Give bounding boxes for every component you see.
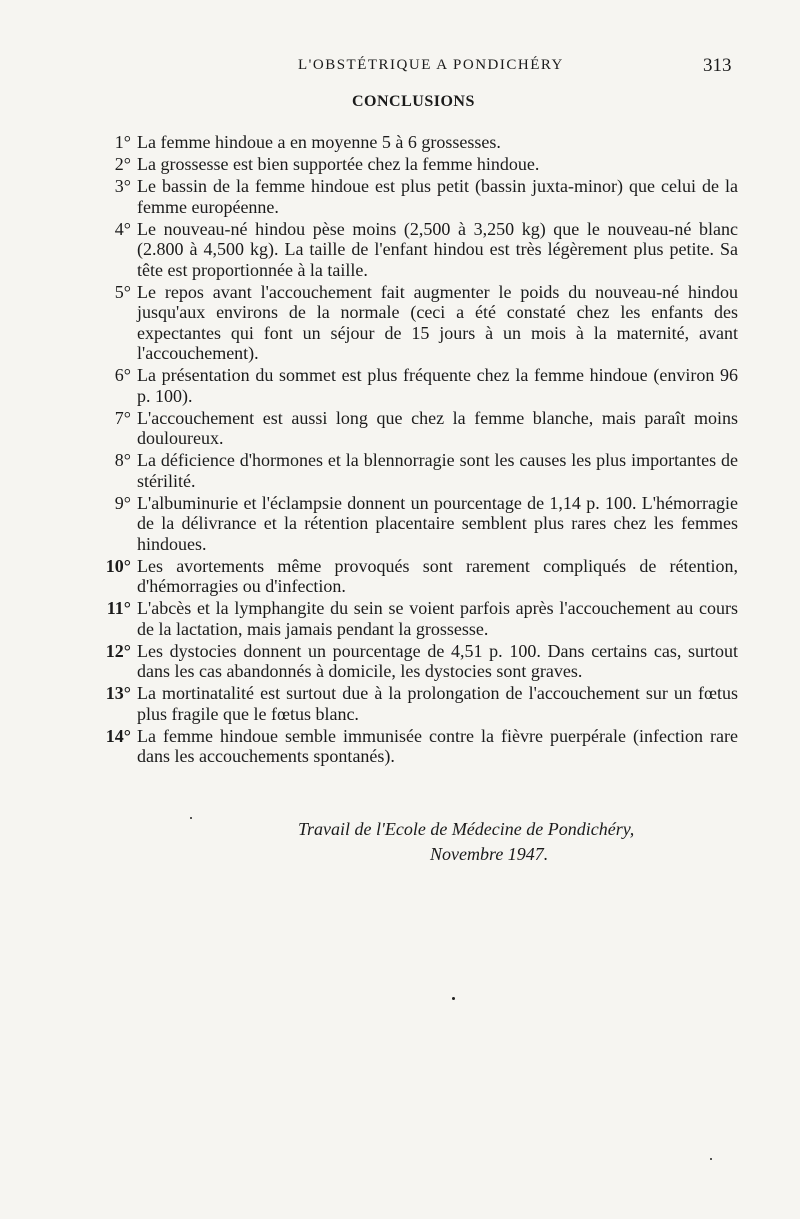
conclusion-item xyxy=(96,598,738,639)
conclusion-item xyxy=(96,556,738,597)
conclusion-text: L'abcès et la lymphangite du sein se voient parfois après l'accouchement au cours de la lactation, mais jamais pendant la grossesse. xyxy=(137,598,738,639)
conclusion-number: 1° xyxy=(114,132,131,152)
conclusion-number: 11° xyxy=(106,598,131,618)
conclusion-number: 6° xyxy=(114,365,131,385)
conclusion-text: L'accouchement est aussi long que chez la femme blanche, mais paraît moins douloureux. xyxy=(137,407,738,448)
conclusion-item xyxy=(96,154,738,175)
conclusion-item xyxy=(96,408,738,449)
conclusion-text: Le bassin de la femme hindoue est plus petit (bassin juxta-minor) que celui de la femme européenne. xyxy=(137,176,738,217)
signature xyxy=(298,817,634,867)
running-head: L'OBSTÉTRIQUE A PONDICHÉRY xyxy=(298,57,564,73)
conclusion-text: La présentation du sommet est plus fréquente chez la femme hindoue (environ 96 p. 100). xyxy=(137,365,738,406)
page-number: 313 xyxy=(703,55,732,76)
conclusion-text: La femme hindoue semble immunisée contre la fièvre puerpérale (infection rare dans les accouchements spontanés). xyxy=(137,725,738,766)
signature-line: Travail de l'Ecole de Médecine de Pondichéry, xyxy=(298,819,635,839)
conclusion-text: Le repos avant l'accouchement fait augmenter le poids du nouveau-né hindou jusqu'aux environs de la normale (ceci a été constaté chez les enfants des expectantes qui font un séjour de 15 jours à un mois à la maternité, avant l'accouchement). xyxy=(137,281,738,363)
conclusion-item xyxy=(96,493,738,555)
conclusion-number: 9° xyxy=(114,492,131,513)
conclusion-text: Le nouveau-né hindou pèse moins (2,500 à 3,250 kg) que le nouveau-né blanc (2.800 à 4,500 kg). La taille de l'enfant hindou est très légèrement plus petite. Sa tête est proportionnée à la taille. xyxy=(137,218,738,280)
conclusion-text: La déficience d'hormones et la blennorragie sont les causes les plus importantes de stérilité. xyxy=(137,450,738,491)
conclusion-text: La mortinatalité est surtout due à la prolongation de l'accouchement sur un fœtus plus fragile que le fœtus blanc. xyxy=(137,683,738,724)
conclusion-number: 5° xyxy=(114,281,131,302)
conclusion-text: Les dystocies donnent un pourcentage de 4,51 p. 100. Dans certains cas, surtout dans les cas abandonnés à domicile, les dystocies sont graves. xyxy=(137,640,738,681)
conclusion-item xyxy=(96,132,738,153)
conclusion-item xyxy=(96,282,738,364)
signature-date: Novembre 1947. xyxy=(430,844,549,864)
conclusion-item xyxy=(96,683,738,724)
conclusion-text: La femme hindoue a en moyenne 5 à 6 grossesses. xyxy=(137,132,501,152)
conclusion-number: 13° xyxy=(105,683,131,703)
speck-mark xyxy=(190,817,192,819)
conclusion-number: 12° xyxy=(105,640,131,661)
speck-mark xyxy=(710,1158,712,1160)
conclusion-number: 8° xyxy=(114,450,131,470)
conclusion-item xyxy=(96,219,738,281)
section-title: CONCLUSIONS xyxy=(352,93,475,110)
conclusion-number: 14° xyxy=(105,725,131,746)
conclusions-list xyxy=(96,132,738,768)
conclusion-text: L'albuminurie et l'éclampsie donnent un pourcentage de 1,14 p. 100. L'hémorragie de la délivrance et la rétention placentaire semblent plus rares chez les femmes hindoues. xyxy=(137,492,738,554)
conclusion-number: 4° xyxy=(114,218,131,239)
conclusion-item xyxy=(96,176,738,217)
conclusion-number: 2° xyxy=(114,154,131,174)
conclusion-number: 3° xyxy=(114,176,131,196)
conclusion-item xyxy=(96,450,738,491)
conclusion-text: Les avortements même provoqués sont rarement compliqués de rétention, d'hémorragies ou d'infection. xyxy=(137,555,738,596)
conclusion-number: 10° xyxy=(105,555,131,576)
conclusion-item xyxy=(96,726,738,767)
conclusion-item xyxy=(96,365,738,406)
conclusion-item xyxy=(96,641,738,682)
conclusion-number: 7° xyxy=(114,407,131,428)
conclusion-text: La grossesse est bien supportée chez la femme hindoue. xyxy=(137,154,540,174)
speck-mark xyxy=(452,997,455,1000)
